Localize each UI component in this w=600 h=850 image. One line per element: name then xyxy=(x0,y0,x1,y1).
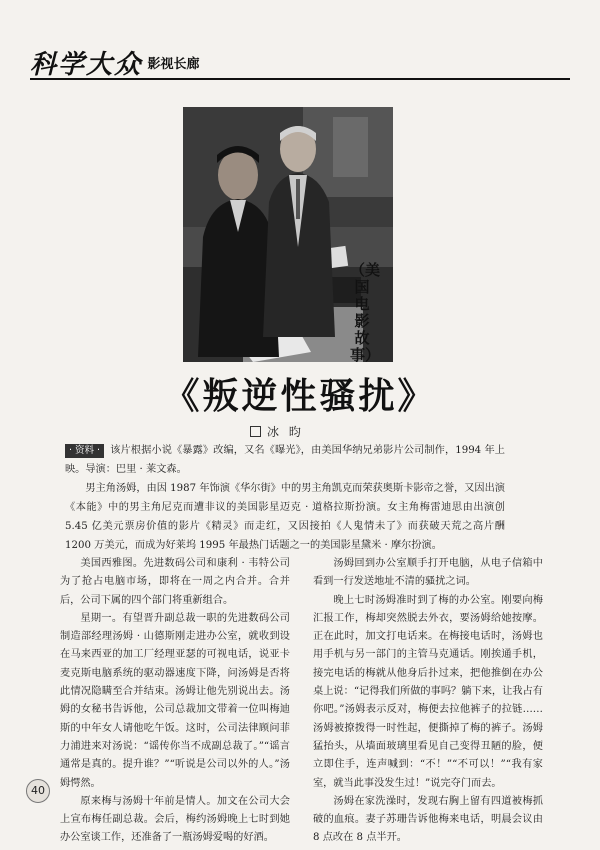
film-info-block xyxy=(65,441,505,555)
body-column-right xyxy=(313,555,543,848)
body-column-left xyxy=(60,555,290,848)
body-paragraph: 汤姆回到办公室顺手打开电脑，从电子信箱中看到一行发送地址不清的骚扰之词。 xyxy=(313,558,543,588)
body-paragraph: 晚上七时汤姆准时到了梅的办公室。刚要向梅汇报工作，梅却突然脱去外衣，要汤姆给她按摩。正在此时，加文打电话来。在梅接电话时，汤姆也用手机与另一部门的主管马克通话。刚挨通手机，接完电话的梅就从他身后扑过来，把他推倒在办公桌上说：“记得我们所做的事吗？躺下来，让我占有你吧。”汤姆表示反对，梅便去拉他裤子的拉链……汤姆被撩拨得一时性起，便撕掉了梅的裤子。汤姆猛抬头，从墙面玻璃里看见自己变得丑陋的脸，便立即住手，连声喊到：“不！”“不可以！”“我有家室，就当此事没发生过！”说完夺门而去。 xyxy=(313,594,543,789)
magazine-logo: 科学大众 xyxy=(30,50,143,80)
byline-box-icon xyxy=(250,426,261,437)
section-name: · 影视长廊 xyxy=(138,57,200,72)
film-info-text: 该片根据小说《暴露》改编，又名《曝光》，由美国华纳兄弟影片公司制作，1994 年上映。导演：巴里 · 莱文森。 xyxy=(65,445,505,475)
film-info-paragraph xyxy=(65,441,505,479)
page-number: 40 xyxy=(26,779,50,803)
author-name: 冰 昀 xyxy=(267,425,304,439)
masthead-rule xyxy=(30,78,570,80)
film-genre-label: （美国电影故事） xyxy=(350,261,381,364)
body-paragraph: 美国西雅图。先进数码公司和康利 · 韦特公司为了抢占电脑市场，即将在一周之内合并。合并后，公司下属的四个部门将重新组合。 xyxy=(60,558,290,606)
cast-paragraph: 男主角汤姆，由因 1987 年饰演《华尔街》中的男主角凯克而荣获奥斯卡影帝之誉，又因出演《本能》中的男主角尼克而遭非议的美国影星迈克 · 道格拉斯扮演。女主角梅雷迪思由出演创 5.45 亿美元票房价值的影片《精灵》而走红，又因接拍《人鬼情未了》而获破天荒之高片酬 1200 万美元，而成为好莱坞 1995 年最热门话题之一的美国影星黛米 · 摩尔扮演。 xyxy=(65,483,505,551)
article-title: 《叛逆性骚扰》 xyxy=(163,376,437,417)
body-paragraph: 原来梅与汤姆十年前是情人。加文在公司大会上宣布梅任副总裁。会后，梅约汤姆晚上七时到她办公室谈工作，还准备了一瓶汤姆爱喝的好酒。 xyxy=(60,795,290,844)
info-badge: · 资料 · xyxy=(65,444,104,458)
body-paragraph: 汤姆在家洗澡时，发现右胸上留有四道被梅抓破的血痕。妻子苏珊告诉他梅来电话，明晨会议由 8 点改在 8 点半开。 xyxy=(313,795,543,844)
body-paragraph: 星期一。有望晋升副总裁一职的先进数码公司制造部经理汤姆 · 山德斯刚走进办公室，就收到设在马来西亚的加工厂经理亚瑟的可视电话，说亚卡麦克斯电脑系统的驱动器速度下降，问汤姆是否将此情况隐瞒至合并结束。汤姆让他先别说出去。汤姆的女秘书告诉他，公司总裁加文带着一位叫梅迪斯的中年女人请他吃午饭。这时，公司法律顾问菲力浦进来对汤说：“谣传你当不成副总裁了。”“谣言通常是真的。提升谁？”“听说是公司以外的人。”汤姆愕然。 xyxy=(60,612,290,789)
author-byline xyxy=(250,423,360,440)
